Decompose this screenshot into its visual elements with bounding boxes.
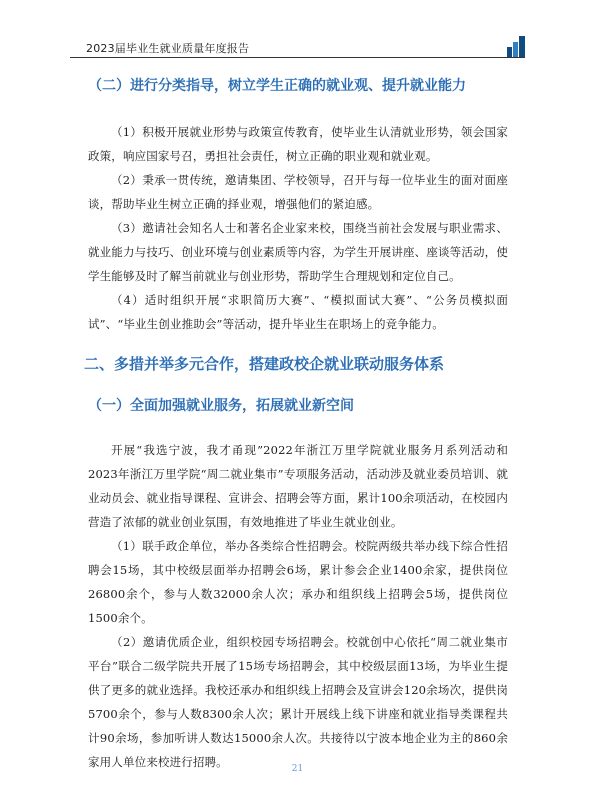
paragraph-face-to-face-talks: （2）秉承一贯传统，邀请集团、学校领导，召开与每一位毕业生的面对面座谈，帮助毕业生树立正确的择业观，增强他们的紧迫感。 bbox=[88, 173, 508, 211]
header-divider bbox=[70, 57, 525, 58]
paragraph-campus-recruitment: （2）邀请优质企业，组织校园专场招聘会。校就创中心依托“周二就业集市平台”联合二级学院共开展了15场专场招聘会，其中校级层面13场，为毕业生提供了更多的就业选择。我校还承办和组织线上招聘会及宣讲会120余场次，提供岗5700余个，参与人数8300余人次；累计开展线上线下讲座和就业指导类课程共计90余场，参加听讲人数达15000余人次。共接待以宁波本地企业为主的860余家用人单位来校进行招聘。 bbox=[88, 635, 508, 769]
paragraph-job-fairs: （1）联手政企单位，举办各类综合性招聘会。校院两级共举办线下综合性招聘会15场，其中校级层面举办招聘会6场，累计参会企业1400余家，提供岗位26800余个，参与人数32000余人次；承办和组织线上招聘会5场，提供岗位1500余个。 bbox=[88, 539, 508, 625]
subsection-heading-guidance: （二）进行分类指导，树立学生正确的就业观、提升就业能力 bbox=[88, 78, 466, 94]
paragraph-policy-education: （1）积极开展就业形势与政策宣传教育，使毕业生认清就业形势，领会国家政策，响应国家号召，勇担社会责任，树立正确的职业观和就业观。 bbox=[88, 125, 508, 163]
page-number: 21 bbox=[291, 764, 304, 774]
report-logo-icon bbox=[507, 36, 525, 57]
paragraph-expert-lectures: （3）邀请社会知名人士和著名企业家来校，围绕当前社会发展与职业需求、就业能力与技巧、创业环境与创业素质等内容，为学生开展讲座、座谈等活动，使学生能够及时了解当前就业与创业形势，帮助学生合理规划和定位自己。 bbox=[88, 221, 508, 283]
page-body bbox=[84, 76, 508, 774]
paragraph-competitions: （4）适时组织开展“求职简历大赛”、“模拟面试大赛”、“公务员模拟面试”、“毕业生创业推助会”等活动，提升毕业生在职场上的竞争能力。 bbox=[88, 293, 508, 331]
report-title: 2023届毕业生就业质量年度报告 bbox=[86, 42, 250, 55]
paragraph-service-month: 开展“我选宁波，我才甬现”2022年浙江万里学院就业服务月系列活动和2023年浙江万里学院“周二就业集市”专项服务活动，活动涉及就业委员培训、就业动员会、就业指导课程、宣讲会、招聘会等方面，累计100余项活动，在校园内营造了浓郁的就业创业氛围，有效地推进了毕业生就业创业。 bbox=[88, 443, 508, 529]
section-heading-cooperation: 二、多措并举多元合作，搭建政校企就业联动服务体系 bbox=[84, 355, 445, 373]
subsection-heading-services: （一）全面加强就业服务，拓展就业新空间 bbox=[88, 398, 354, 414]
page-header bbox=[70, 36, 525, 58]
